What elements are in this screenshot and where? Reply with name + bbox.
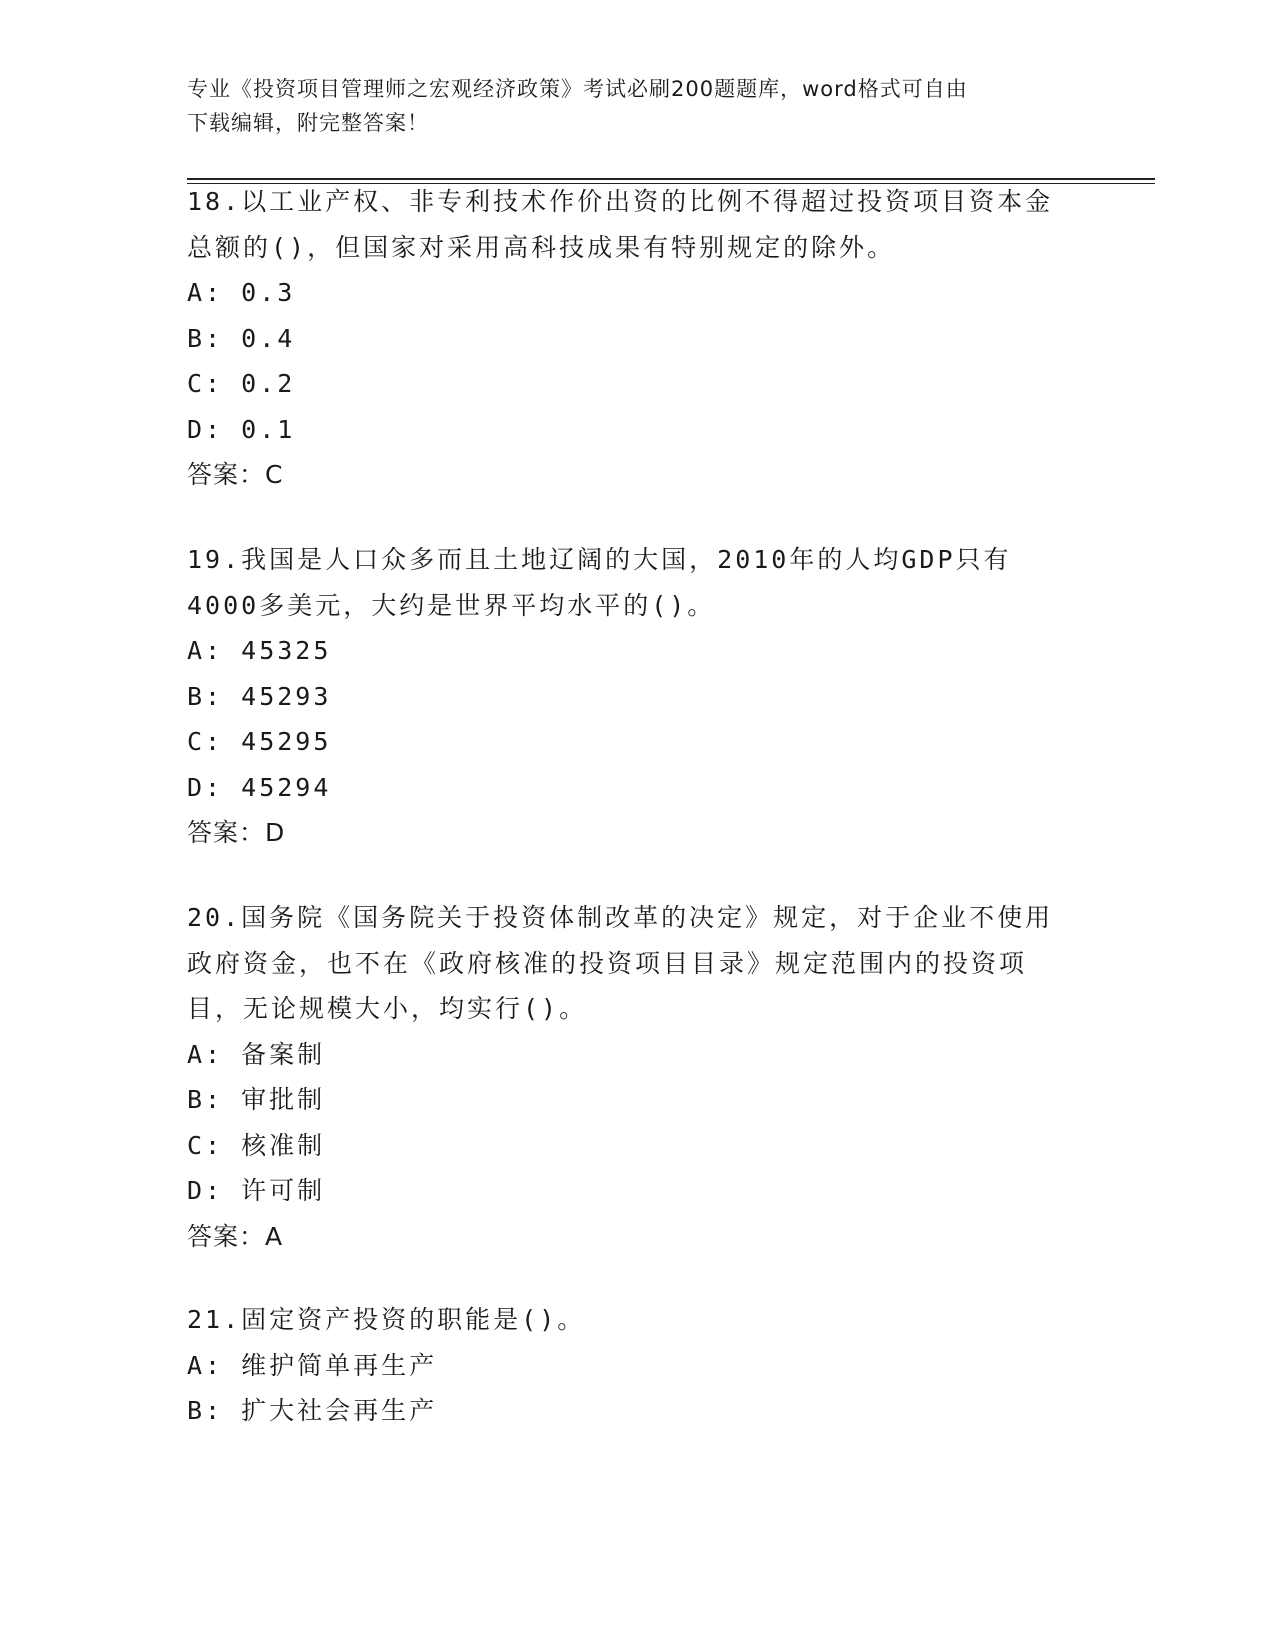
answer: 答案：D — [187, 818, 286, 847]
option-a: A: 维护简单再生产 — [187, 1350, 438, 1380]
option-b: B: 扩大社会再生产 — [187, 1396, 438, 1425]
option-b: B: 45293 — [187, 681, 332, 711]
document-header — [187, 72, 1067, 140]
question-stem-line: 政府资金，也不在《政府核准的投资项目目录》规定范围内的投资项 — [187, 948, 1028, 978]
question-stem-line: 4000多美元，大约是世界平均水平的()。 — [187, 590, 716, 620]
question-stem-line: 21.固定资产投资的职能是()。 — [187, 1305, 586, 1334]
option-d: D: 许可制 — [187, 1176, 326, 1205]
option-a: A: 备案制 — [187, 1039, 326, 1069]
question-stem-line: 总额的()，但国家对采用高科技成果有特别规定的除外。 — [187, 232, 896, 262]
option-c: C: 核准制 — [187, 1130, 326, 1160]
question-18 — [187, 179, 1087, 498]
option-a: A: 0.3 — [187, 278, 296, 307]
answer: 答案：A — [187, 1221, 284, 1251]
question-stem-line: 目，无论规模大小，均实行()。 — [187, 994, 588, 1023]
question-stem-line: 19.我国是人口众多而且土地辽阔的大国，2010年的人均GDP只有 — [187, 545, 1012, 574]
option-b: B: 审批制 — [187, 1085, 326, 1114]
option-b: B: 0.4 — [187, 323, 296, 353]
question-stem-line: 18.以工业产权、非专利技术作价出资的比例不得超过投资项目资本金 — [187, 187, 1054, 216]
option-d: D: 45294 — [187, 772, 332, 802]
option-a: A: 45325 — [187, 636, 332, 665]
question-20 — [187, 895, 1087, 1259]
header-line-2: 下载编辑，附完整答案！ — [187, 111, 429, 135]
question-19 — [187, 537, 1087, 856]
header-line-1: 专业《投资项目管理师之宏观经济政策》考试必刷200题题库，word格式可自由 — [187, 77, 968, 101]
answer: 答案：C — [187, 460, 284, 489]
option-d: D: 0.1 — [187, 414, 296, 444]
option-c: C: 0.2 — [187, 369, 296, 398]
option-c: C: 45295 — [187, 727, 332, 756]
question-stem-line: 20.国务院《国务院关于投资体制改革的决定》规定，对于企业不使用 — [187, 903, 1054, 932]
question-21 — [187, 1297, 1087, 1434]
